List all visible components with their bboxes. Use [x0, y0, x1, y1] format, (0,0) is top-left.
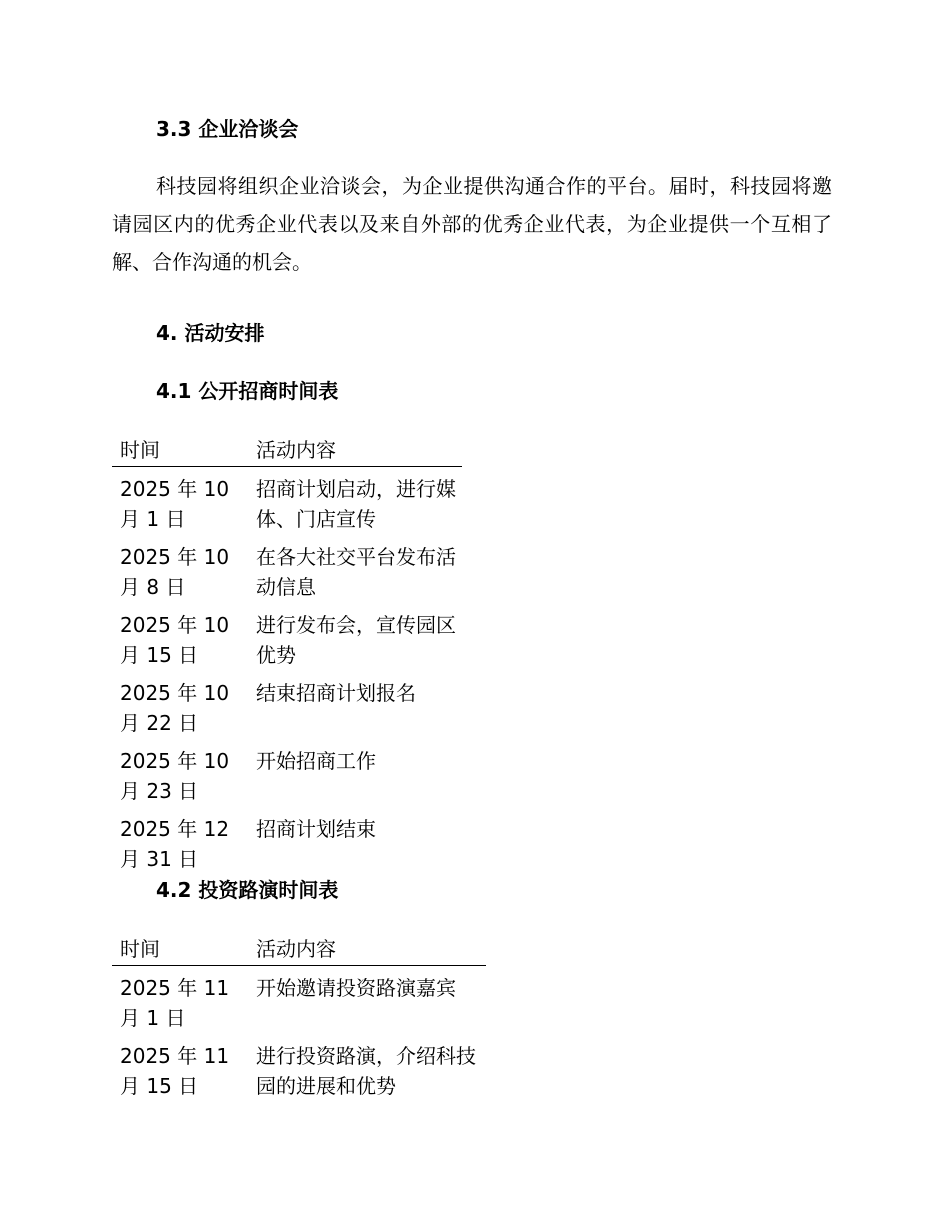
- cell-time: 2025 年 11 月 15 日: [120, 1044, 230, 1098]
- table-row: [112, 535, 462, 603]
- table-header-row: [112, 935, 486, 966]
- section-heading-4-1: 4.1 公开招商时间表: [156, 379, 339, 403]
- cell-activity: 开始招商工作: [256, 749, 376, 773]
- table-row: [112, 807, 462, 875]
- column-header-time: 时间: [112, 935, 248, 966]
- cell-time: 2025 年 10 月 23 日: [120, 749, 230, 803]
- cell-activity: 进行发布会，宣传园区优势: [256, 613, 456, 667]
- section-heading-4-2: 4.2 投资路演时间表: [156, 878, 339, 902]
- column-header-activity: 活动内容: [248, 935, 486, 966]
- section-paragraph-3-3: 科技园将组织企业洽谈会，为企业提供沟通合作的平台。届时，科技园将邀请园区内的优秀企业代表以及来自外部的优秀企业代表，为企业提供一个互相了解、合作沟通的机会。: [112, 174, 832, 274]
- recruitment-schedule-table: [112, 436, 462, 875]
- cell-time: 2025 年 11 月 1 日: [120, 976, 230, 1030]
- table-row: [112, 966, 486, 1035]
- cell-time: 2025 年 10 月 22 日: [120, 681, 230, 735]
- cell-activity: 开始邀请投资路演嘉宾: [256, 976, 456, 1000]
- table-row: [112, 467, 462, 536]
- column-header-time: 时间: [112, 436, 248, 467]
- cell-activity: 招商计划启动，进行媒体、门店宣传: [256, 477, 456, 531]
- table-row: [112, 671, 462, 739]
- cell-time: 2025 年 10 月 8 日: [120, 545, 230, 599]
- cell-activity: 结束招商计划报名: [256, 681, 416, 705]
- cell-activity: 进行投资路演，介绍科技园的进展和优势: [256, 1044, 476, 1098]
- table-row: [112, 1034, 486, 1102]
- table-row: [112, 739, 462, 807]
- cell-activity: 招商计划结束: [256, 817, 376, 841]
- table-header-row: [112, 436, 462, 467]
- cell-time: 2025 年 10 月 15 日: [120, 613, 230, 667]
- column-header-activity: 活动内容: [248, 436, 462, 467]
- section-heading-4: 4. 活动安排: [156, 321, 265, 345]
- cell-time: 2025 年 12 月 31 日: [120, 817, 230, 871]
- section-heading-3-3: 3.3 企业洽谈会: [156, 117, 299, 141]
- table-row: [112, 603, 462, 671]
- cell-activity: 在各大社交平台发布活动信息: [256, 545, 456, 599]
- cell-time: 2025 年 10 月 1 日: [120, 477, 230, 531]
- roadshow-schedule-table: [112, 935, 486, 1102]
